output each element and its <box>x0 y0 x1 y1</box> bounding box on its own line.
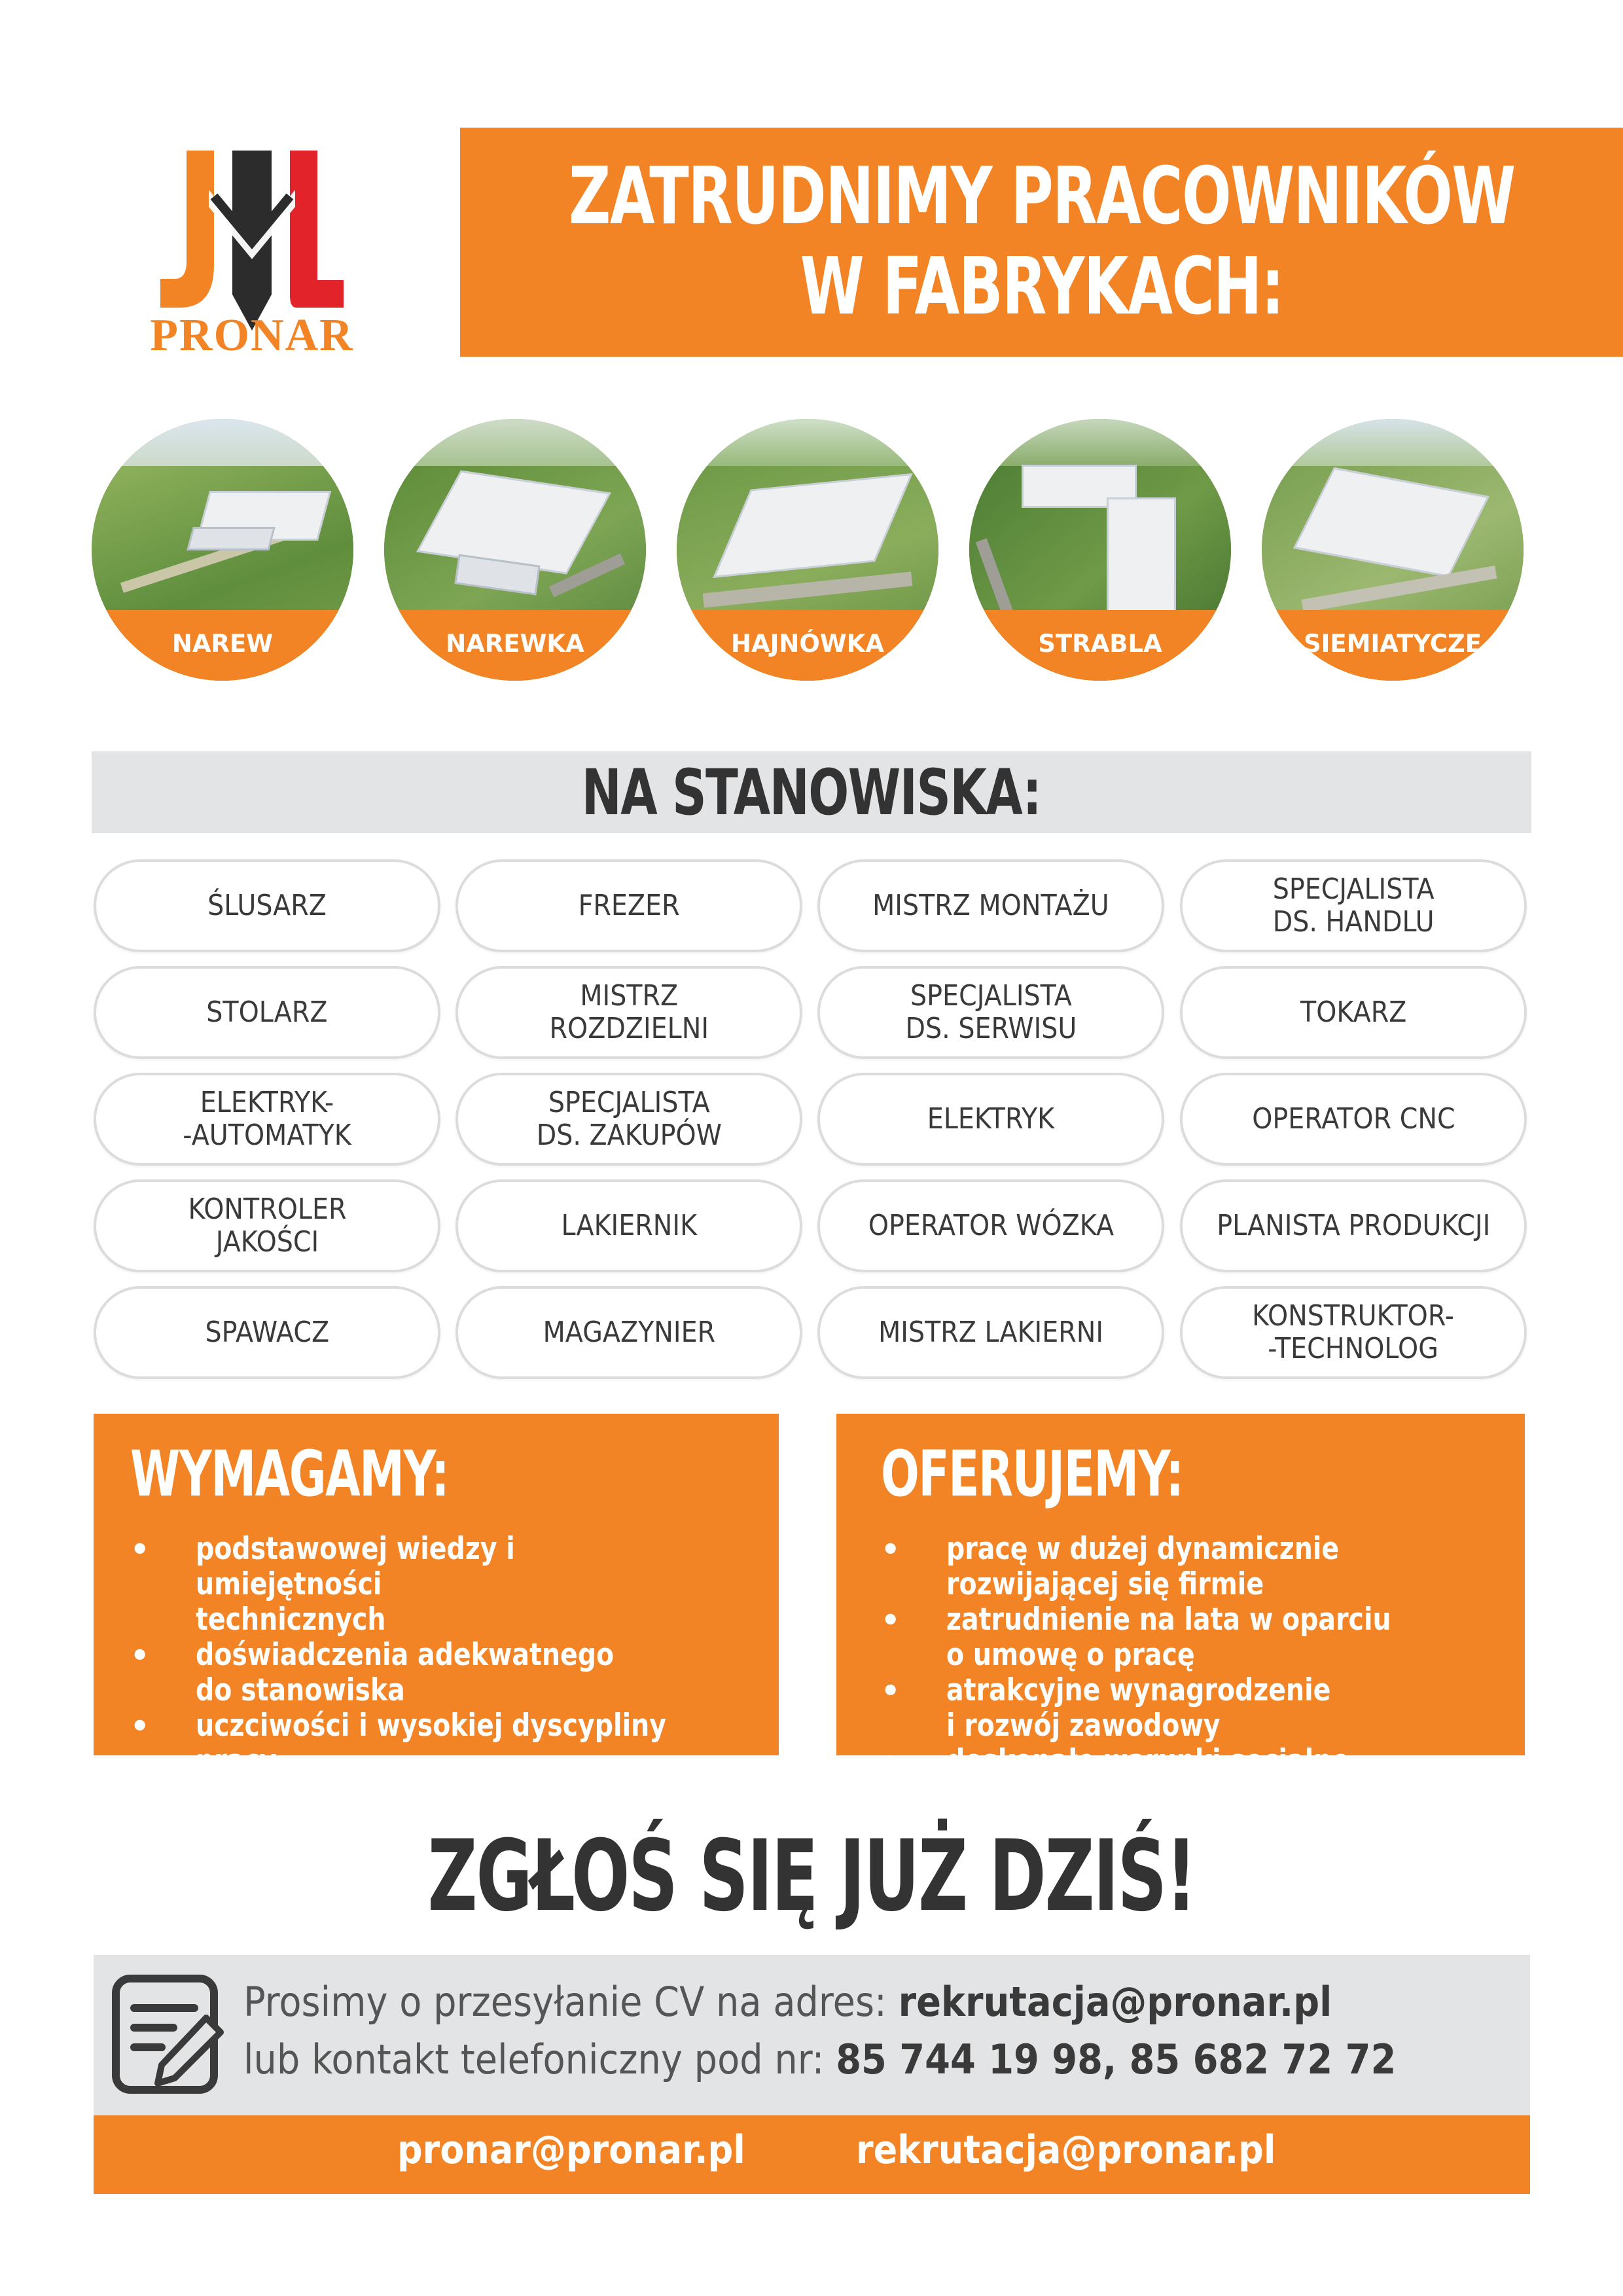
position-pill <box>455 1179 802 1272</box>
cta-text: ZGŁOŚ SIĘ JUŻ DZIŚ! <box>427 1820 1196 1933</box>
position-label: TOKARZ <box>1300 996 1407 1029</box>
position-label: SPAWACZ <box>205 1316 329 1349</box>
requirement-text: doświadczenia adekwatnego do stanowiska <box>196 1637 615 1708</box>
position-pill <box>94 1286 440 1379</box>
position-label: KONTROLER JAKOŚCI <box>187 1193 347 1259</box>
position-pill <box>817 859 1164 952</box>
position-label: ŚLUSARZ <box>207 889 327 922</box>
headline-line2: W FABRYKACH: <box>800 242 1283 332</box>
position-label: STOLARZ <box>206 996 328 1029</box>
position-pill <box>455 1073 802 1166</box>
factory-label: NAREWKA <box>446 629 584 658</box>
list-item <box>881 1744 1525 1779</box>
position-pill <box>94 1179 440 1272</box>
position-label: MISTRZ LAKIERNI <box>878 1316 1103 1349</box>
requirements-box <box>94 1414 779 1814</box>
factory-narew <box>92 419 353 681</box>
position-pill <box>455 966 802 1059</box>
recruitment-email[interactable]: rekrutacja@pronar.pl <box>898 1978 1332 2026</box>
list-item <box>130 1708 779 1779</box>
offer-text: atrakcyjne wynagrodzenie i rozwój zawodowy <box>946 1672 1331 1744</box>
offer-list <box>881 1532 1525 1779</box>
position-pill <box>1180 1179 1527 1272</box>
contact-cv-line <box>243 1978 1332 2026</box>
list-item <box>130 1532 779 1638</box>
position-label: ELEKTRYK- -AUTOMATYK <box>183 1086 351 1152</box>
position-pill <box>94 859 440 952</box>
contact-cv-prefix: Prosimy o przesyłanie CV na adres: <box>243 1978 899 2026</box>
positions-title: NA STANOWISKA: <box>582 755 1041 829</box>
position-pill <box>94 1073 440 1166</box>
position-label: PLANISTA PRODUKCJI <box>1216 1209 1491 1242</box>
position-label: MISTRZ MONTAŻU <box>872 889 1109 922</box>
headline-line1: ZATRUDNIMY PRACOWNIKÓW <box>568 151 1515 242</box>
factory-narewka <box>384 419 646 681</box>
list-item <box>881 1602 1525 1673</box>
position-label: ELEKTRYK <box>927 1102 1055 1136</box>
phone-numbers[interactable]: 85 744 19 98, 85 682 72 72 <box>836 2036 1397 2083</box>
footer-bar <box>94 2115 1530 2194</box>
position-label: MAGAZYNIER <box>543 1316 715 1349</box>
factory-strabla <box>969 419 1231 681</box>
position-label: FREZER <box>578 889 680 922</box>
requirements-list <box>130 1532 779 1814</box>
list-item <box>130 1779 779 1814</box>
factory-label: NAREW <box>171 629 274 658</box>
position-label: KONSTRUKTOR- -TECHNOLOG <box>1252 1299 1455 1365</box>
offer-box <box>836 1414 1525 1779</box>
contact-phone-line <box>243 2036 1396 2083</box>
position-label: SPECJALISTA DS. ZAKUPÓW <box>536 1086 722 1152</box>
contact-phone-prefix: lub kontakt telefoniczny pod nr: <box>243 2036 836 2083</box>
offer-text: zatrudnienie na lata w oparciu o umowę o pracę <box>946 1602 1391 1673</box>
factory-hajnowka <box>677 419 938 681</box>
position-pill <box>1180 1073 1527 1166</box>
positions-grid <box>94 859 1530 1384</box>
requirement-text: podstawowej wiedzy i umiejętności technicznych <box>196 1531 515 1638</box>
offer-text: pracę w dużej dynamicznie rozwijającej się firmie <box>946 1531 1340 1602</box>
position-label: LAKIERNIK <box>561 1209 697 1242</box>
position-pill <box>455 1286 802 1379</box>
list-item <box>881 1532 1525 1602</box>
list-item <box>881 1673 1525 1744</box>
position-pill <box>1180 859 1527 952</box>
position-pill <box>817 1179 1164 1272</box>
list-item <box>130 1638 779 1708</box>
requirement-text: zaangażowania i chęci do pracy <box>196 1778 656 1814</box>
position-pill <box>94 966 440 1059</box>
position-pill <box>455 859 802 952</box>
position-label: OPERATOR CNC <box>1251 1102 1455 1136</box>
positions-title-bar <box>92 751 1531 833</box>
position-pill <box>1180 966 1527 1059</box>
requirement-text: uczciwości i wysokiej dyscypliny pracy <box>196 1708 666 1779</box>
factory-label: SIEMIATYCZE <box>1303 629 1482 658</box>
position-pill <box>1180 1286 1527 1379</box>
logo-wordmark: PRONAR <box>150 310 354 361</box>
offer-title: OFERUJEMY: <box>881 1437 1183 1511</box>
position-label: SPECJALISTA DS. HANDLU <box>1272 872 1435 939</box>
position-pill <box>817 1073 1164 1166</box>
position-pill <box>817 966 1164 1059</box>
factory-label: HAJNÓWKA <box>731 629 884 658</box>
factory-label: STRABLA <box>1038 629 1162 658</box>
position-label: SPECJALISTA DS. SERWISU <box>905 979 1077 1045</box>
header-banner <box>460 128 1623 357</box>
position-label: MISTRZ ROZDZIELNI <box>549 979 709 1045</box>
requirements-title: WYMAGAMY: <box>130 1437 449 1511</box>
document-pen-icon <box>108 1972 226 2096</box>
position-pill <box>817 1286 1164 1379</box>
offer-text: doskonałe warunki socjalne <box>946 1743 1350 1779</box>
footer-email-recruitment[interactable]: rekrutacja@pronar.pl <box>856 2127 1276 2173</box>
call-to-action <box>0 1820 1623 1933</box>
footer-email-general[interactable]: pronar@pronar.pl <box>397 2127 745 2173</box>
factory-siemiatycze <box>1262 419 1524 681</box>
position-label: OPERATOR WÓZKA <box>868 1209 1114 1242</box>
